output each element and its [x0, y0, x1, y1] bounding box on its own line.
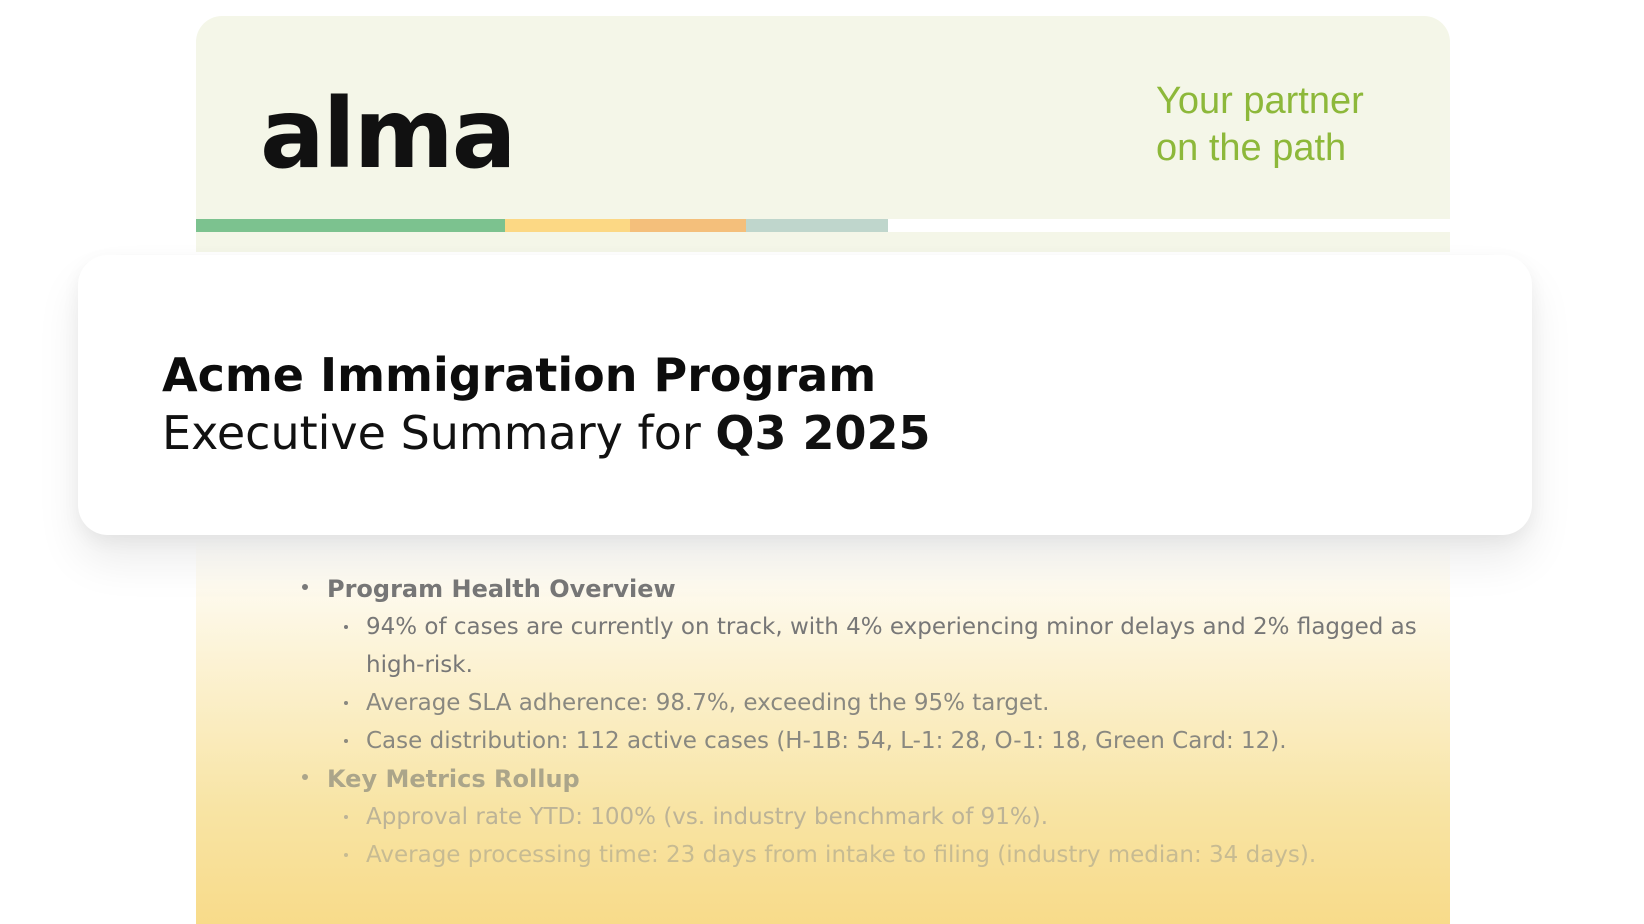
alma-logo: alma: [260, 78, 515, 190]
brand-tagline: [1156, 78, 1396, 172]
summary-subtitle: [162, 405, 931, 461]
color-bar-segment-green: [196, 219, 505, 232]
color-bar-segment-sage: [746, 219, 888, 232]
color-bar-segment-orange: [630, 219, 746, 232]
bullet-icon: [344, 625, 348, 629]
tagline-line-1: Your partner: [1156, 80, 1364, 122]
section-program-health: [300, 570, 1420, 760]
list-item: [327, 684, 1420, 722]
list-item: [327, 608, 1420, 684]
summary-content: [300, 570, 1420, 874]
brand-color-bar: [196, 219, 1450, 232]
list-item: [327, 798, 1420, 836]
color-bar-segment-yellow: [505, 219, 630, 232]
list-item-text: Average SLA adherence: 98.7%, exceeding the 95% target.: [366, 690, 1050, 716]
section-heading: Key Metrics Rollup: [327, 765, 580, 793]
subtitle-prefix: Executive Summary for: [162, 406, 716, 460]
list-item-text: Approval rate YTD: 100% (vs. industry benchmark of 91%).: [366, 804, 1049, 830]
list-item-text: Case distribution: 112 active cases (H-1B: 54, L-1: 28, O-1: 18, Green Card: 12).: [366, 728, 1287, 754]
tagline-line-2: on the path: [1156, 127, 1347, 169]
brand-header: [196, 16, 1450, 252]
section-key-metrics: [300, 760, 1420, 874]
list-item: [327, 836, 1420, 874]
bullet-icon: [344, 739, 348, 743]
section-items: [327, 608, 1420, 760]
section-items: [327, 798, 1420, 874]
bullet-icon: [344, 701, 348, 705]
list-item-text: 94% of cases are currently on track, with 4% experiencing minor delays and 2% flagged as high-risk.: [366, 614, 1417, 678]
section-list: [300, 570, 1420, 874]
bullet-icon: [302, 584, 308, 590]
section-heading: Program Health Overview: [327, 575, 676, 603]
report-period: Q3 2025: [715, 406, 931, 460]
bullet-icon: [344, 815, 348, 819]
list-item-text: Average processing time: 23 days from intake to filing (industry median: 34 days).: [366, 842, 1317, 868]
title-card: [78, 255, 1532, 535]
list-item: [327, 722, 1420, 760]
bullet-icon: [344, 853, 348, 857]
program-title: Acme Immigration Program: [162, 348, 877, 402]
bullet-icon: [302, 774, 308, 780]
